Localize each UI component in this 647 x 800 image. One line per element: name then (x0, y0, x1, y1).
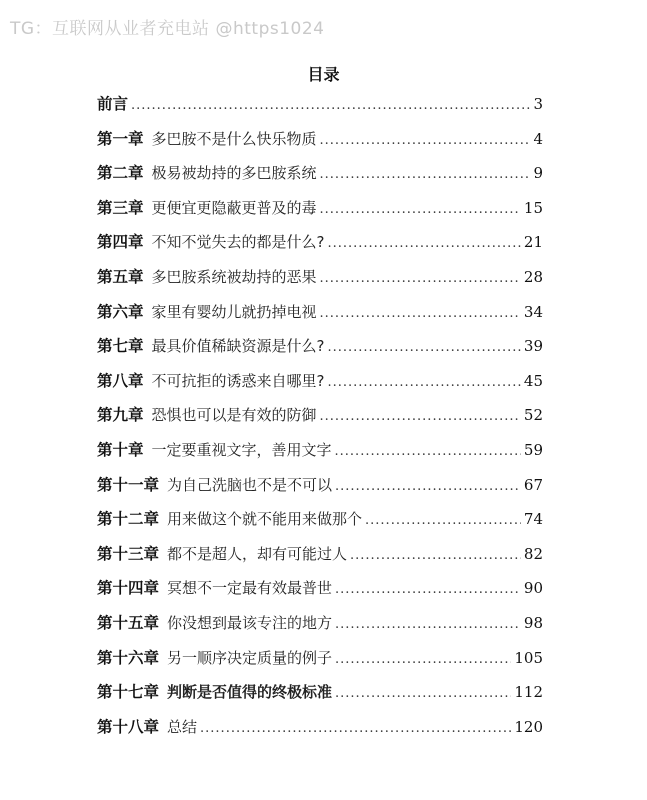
dot-leader (327, 371, 520, 395)
toc-entry-page: 59 (523, 440, 543, 459)
dot-leader (350, 544, 521, 568)
watermark-text: TG：互联网从业者充电站 @https1024 (10, 19, 325, 39)
dot-leader (335, 578, 521, 602)
toc-entry-page: 82 (523, 544, 543, 563)
toc-entry-page: 39 (523, 337, 543, 356)
toc-entry-label: 第十五章 (97, 613, 160, 632)
dot-leader (335, 613, 521, 637)
toc-entry-page: 74 (523, 510, 543, 529)
toc-entry-label: 第十章 (97, 440, 144, 459)
toc-entry-chapter-10[interactable] (97, 438, 543, 473)
dot-leader (327, 336, 520, 360)
toc-entry-chapter-5[interactable] (97, 265, 543, 300)
toc-entry-chapter-4[interactable] (97, 230, 543, 265)
toc-entry-page: 120 (514, 717, 543, 736)
toc-entry-title: 判断是否值得的终极标准 (167, 683, 333, 702)
toc-entry-title: 总结 (167, 717, 198, 736)
toc-entry-label: 第十六章 (97, 648, 160, 667)
toc-entry-page: 15 (523, 198, 543, 217)
toc-entry-page: 90 (523, 579, 543, 598)
toc-entry-label: 前言 (97, 95, 129, 113)
dot-leader (131, 94, 530, 118)
toc-entry-title: 多巴胺系统被劫持的恶果 (151, 267, 317, 286)
toc-entry-label: 第五章 (97, 267, 144, 286)
toc-entry-page: 9 (533, 164, 543, 183)
dot-leader (320, 198, 521, 222)
toc-entry-chapter-18[interactable] (97, 715, 543, 750)
toc-entry-page: 21 (523, 233, 543, 252)
toc-entry-title: 另一顺序决定质量的例子 (167, 648, 333, 667)
dot-leader (327, 232, 520, 256)
toc-entry-page: 52 (523, 406, 543, 425)
toc-entry-chapter-6[interactable] (97, 300, 543, 335)
dot-leader (335, 475, 521, 499)
toc-entry-title: 家里有婴幼儿就扔掉电视 (151, 302, 317, 321)
toc-entry-chapter-13[interactable] (97, 542, 543, 577)
toc-entry-title: 不知不觉失去的都是什么? (151, 233, 325, 252)
toc-entry-label: 第十四章 (97, 579, 160, 598)
toc-entry-label: 第九章 (97, 406, 144, 425)
toc-entry-label: 第六章 (97, 302, 144, 321)
toc-entry-title: 恐惧也可以是有效的防御 (151, 406, 317, 425)
toc-entry-page: 105 (514, 648, 543, 667)
toc-entry-page: 98 (523, 613, 543, 632)
toc-entry-chapter-3[interactable] (97, 196, 543, 231)
toc-entry-chapter-15[interactable] (97, 611, 543, 646)
toc-entry-title: 多巴胺不是什么快乐物质 (151, 129, 317, 148)
toc-entry-chapter-1[interactable] (97, 127, 543, 162)
dot-leader (200, 717, 511, 741)
dot-leader (320, 163, 531, 187)
toc-entry-label: 第十三章 (97, 544, 160, 563)
toc-entry-page: 4 (533, 129, 543, 148)
toc-entry-chapter-16[interactable] (97, 646, 543, 681)
toc-entry-title: 一定要重视文字，善用文字 (151, 440, 332, 459)
toc-entry-label: 第三章 (97, 198, 144, 217)
toc-entry-label: 第七章 (97, 337, 144, 356)
dot-leader (365, 509, 521, 533)
toc-entry-title: 最具价值稀缺资源是什么? (151, 337, 325, 356)
toc-entry-chapter-17[interactable] (97, 680, 543, 715)
toc-entry-label: 第十八章 (97, 717, 160, 736)
toc-entry-chapter-8[interactable] (97, 369, 543, 404)
toc-entry-title: 为自己洗脑也不是不可以 (167, 475, 333, 494)
toc-entry-chapter-14[interactable] (97, 576, 543, 611)
toc-entry-page: 28 (523, 267, 543, 286)
dot-leader (320, 302, 521, 326)
toc-entry-chapter-11[interactable] (97, 473, 543, 508)
toc-entry-label: 第十七章 (97, 683, 160, 702)
toc-entry-page: 3 (533, 95, 543, 113)
toc-entry-label: 第二章 (97, 164, 144, 183)
toc-entry-title: 你没想到最该专注的地方 (167, 613, 333, 632)
toc-entry-label: 第八章 (97, 371, 144, 390)
page-title: 目录 (307, 65, 340, 84)
toc-entry-title: 极易被劫持的多巴胺系统 (151, 164, 317, 183)
toc-entry-label: 第十二章 (97, 510, 160, 529)
dot-leader (335, 440, 521, 464)
toc-entry-page: 45 (523, 371, 543, 390)
toc-entry-page: 112 (514, 683, 543, 702)
toc-entry-label: 第十一章 (97, 475, 160, 494)
toc-entry-label: 第四章 (97, 233, 144, 252)
dot-leader (320, 267, 521, 291)
toc-entry-page: 67 (523, 475, 543, 494)
toc-entry-title: 用来做这个就不能用来做那个 (167, 510, 363, 529)
toc-entry-title: 更便宜更隐蔽更普及的毒 (151, 198, 317, 217)
toc-entry-chapter-7[interactable] (97, 334, 543, 369)
dot-leader (335, 682, 511, 706)
table-of-contents (97, 92, 543, 749)
dot-leader (320, 405, 521, 429)
toc-entry-title: 冥想不一定最有效最普世 (167, 579, 333, 598)
toc-entry-preface[interactable] (97, 92, 543, 127)
toc-entry-chapter-2[interactable] (97, 161, 543, 196)
toc-entry-chapter-12[interactable] (97, 507, 543, 542)
dot-leader (320, 129, 531, 153)
dot-leader (335, 648, 511, 672)
toc-entry-label: 第一章 (97, 129, 144, 148)
toc-entry-title: 不可抗拒的诱惑来自哪里? (151, 371, 325, 390)
toc-entry-page: 34 (523, 302, 543, 321)
toc-entry-chapter-9[interactable] (97, 403, 543, 438)
toc-entry-title: 都不是超人，却有可能过人 (167, 544, 348, 563)
